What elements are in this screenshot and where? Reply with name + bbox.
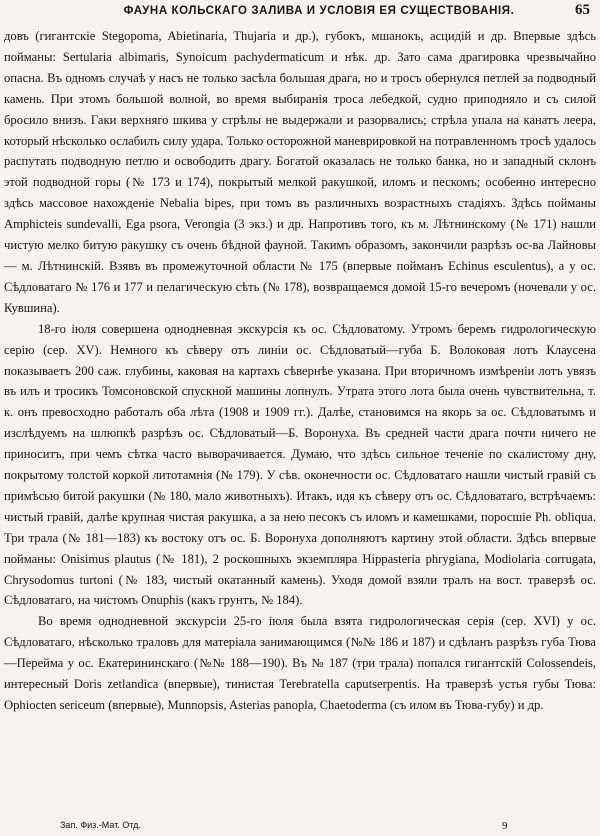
sheet-number: 9	[502, 820, 508, 832]
paragraph-july-25: Во время однодневной экскурсіи 25-го іюля была взята гидрологическая серія (сер. XVI) у ос. Сѣдловатаго, нѣсколько траловъ для матеріала занимающимся (№№ 186 и 187) и сдѣланъ разрѣзъ губа Тюва—Перейма у ос. Екатерининскаго (№№ 188—190). Въ № 187 (три трала) попался гигантскій Colossendeis, интересный Doris zetlandica (впервые), тинистая Terebratella caputserpentis. На траверзѣ устья губы Тюва: Ophiocten sericeum (впервые), Munnopsis, Asterias panopla, Chaetoderma (съ илом въ Тюва-губу) и др.	[4, 614, 596, 712]
running-title: ФАУНА КОЛЬСКАГО ЗАЛИВА И УСЛОВІЯ ЕЯ СУЩЕСТВОВАНІЯ.	[123, 5, 515, 17]
paragraph-july-18: 18-го іюля совершена однодневная экскурсія къ ос. Сѣдловатому. Утромъ беремъ гидрологическую серію (сер. XV). Немного къ сѣверу отъ линіи ос. Сѣдловатый—губа Б. Волоковая лотъ Клаусена показываетъ 200 саж. глубины, каковая на картахъ сѣвернѣе указана. При вторичномъ измѣреніи лотъ увязъ въ илъ и тросикъ Томсоновской спускной машины лопнулъ. Утрата этого лота была очень чувствительна, т. к. онъ превосходно работалъ оба лѣта (1908 и 1909 гг.). Далѣе, становимся на якорь за ос. Сѣдловатымъ и изслѣдуемъ на шлюпкѣ разрѣзъ ос. Сѣдловатый—Б. Воронуха. Въ средней части драга почти ничего не приноситъ, при чемъ сѣтка часто выворачивается. Думаю, что здѣсь сильное теченіе по скалистому дну, покрытому толстой коркой литотамнія (№ 179). У сѣв. оконечности ос. Сѣдловатаго нашли чистый гравій съ примѣсью битой ракушки (№ 180, мало животныхъ). Итакъ, идя къ сѣверу отъ ос. Сѣдловатаго, встрѣчаемъ: чистый гравій, далѣе крупная чистая ракушка, а за нею песокъ съ иломъ и камешками, поросшіе Ph. obliqua. Три трала (№ 181—183) къ востоку отъ ос. Б. Воронуха дополняютъ картину этой области. Здѣсь впервые пойманы: Onisimus plautus (№ 181), 2 роскошныхъ экземпляра Hippasteria phrygiana, Modiolaria corrugata, Chrysodomus turtoni (№ 183, чистый окатанный камень). Уходя домой взяли тралъ на вост. траверзѣ ос. Сѣдловатаго, на чистомъ Onuphis (какъ грунтъ, № 184).	[4, 321, 596, 608]
body-text	[4, 26, 596, 716]
page-number: 65	[575, 2, 590, 18]
running-header	[8, 2, 592, 24]
footer-signature: Зап. Физ.-Мат. Отд.	[60, 820, 141, 830]
paragraph-continued: довъ (гигантскіе Stegopoma, Abietinaria, Thujaria и др.), губокъ, мшанокъ, асцидій и др. Впервые здѣсь пойманы: Sertularia albimaris, Synoicum pachydermaticum и нѣк. др. Зато сама драгировка чрезвычайно опасна. Въ одномъ случаѣ у насъ не только засѣла большая драга, но и тросъ обернулся петлей за подводный камень. При этомъ большой волной, во время выбиранія троса лебедкой, судно приподняло и съ силой бросило внизъ. Гаки верхняго шкива у стрѣлы не выдержали и разорвались; стрѣла упала на канатъ леера, который нѣсколько ослабилъ силу удара. Только осторожной маневрировкой на потравленномъ тросѣ удалось распутать подводную петлю и освободить драгу. Богатой оказалась не только банка, но и западный склонъ этой подводной горы (№ 173 и 174), покрытый мелкой ракушкой, иломъ и пескомъ; особенно интересно здѣсь массовое нахожденіе Nebalia bipes, при томъ въ различныхъ возрастныхъ стадіяхъ. Здѣсь пойманы Amphicteis sundevalli, Ega psora, Verongia (3 экз.) и др. Напротивъ того, къ м. Лѣтнинскому (№ 171) нашли чистую мелко битую ракушку съ очень бѣдной фауной. Такимъ образомъ, закончили разрѣзъ ос-ва Лайновы — м. Лѣтнинскій. Взявъ въ промежуточной области № 175 (впервые пойманъ Echinus esculentus), а у ос. Сѣдловатаго № 176 и 177 и пелагическую сѣть (№ 178), возвращаемся домой 15-го вечеромъ (ночевали у ос. Кувшина).	[4, 29, 596, 315]
page-footer	[0, 810, 600, 836]
